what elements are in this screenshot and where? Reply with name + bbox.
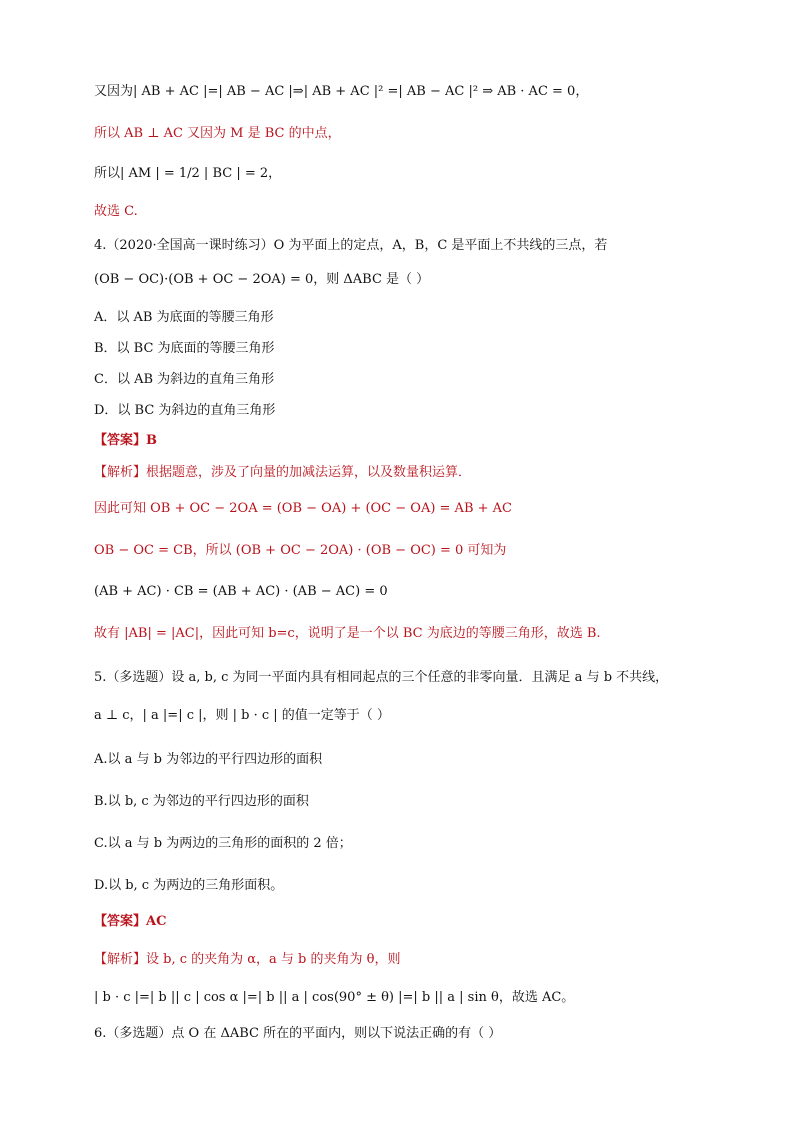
line-4: 故选 C. xyxy=(94,204,138,219)
line-1: 又因为| AB + AC |=| AB − AC |⇒| AB + AC |² =| AB − AC |² ⇒ AB · AC = 0， xyxy=(94,84,589,99)
answer-4: 【答案】B xyxy=(94,433,157,448)
analysis-4-intro: 【解析】根据题意，涉及了向量的加减法运算，以及数量积运算． xyxy=(94,465,472,480)
analysis-5-intro: 【解析】设 b, c 的夹角为 α，a 与 b 的夹角为 θ，则 xyxy=(94,952,401,967)
analysis-4-step-2: OB − OC = CB，所以 (OB + OC − 2OA) · (OB − OC) = 0 可知为 xyxy=(94,543,507,558)
line-3: 所以| AM | = 1/2 | BC | = 2， xyxy=(94,166,282,181)
analysis-4-step-1: 因此可知 OB + OC − 2OA = (OB − OA) + (OC − OA) = AB + AC xyxy=(94,501,512,516)
question-4-condition: (OB − OC)·(OB + OC − 2OA) = 0，则 ΔABC 是（ ） xyxy=(94,272,430,287)
option-c: C．以 AB 为斜边的直角三角形 xyxy=(94,372,275,387)
option-d: D．以 BC 为斜边的直角三角形 xyxy=(94,403,276,418)
option-b: B.以 b, c 为邻边的平行四边形的面积 xyxy=(94,794,309,809)
question-5-condition: a ⊥ c，| a |=| c |，则 | b · c | 的值一定等于（ ） xyxy=(94,708,390,723)
option-c: C.以 a 与 b 为两边的三角形的面积的 2 倍； xyxy=(94,836,352,851)
option-a: A．以 AB 为底面的等腰三角形 xyxy=(94,310,274,325)
option-d: D.以 b, c 为两边的三角形面积。 xyxy=(94,878,284,893)
analysis-4-conclusion: 故有 |AB| = |AC|，因此可知 b=c，说明了是一个以 BC 为底边的等腰三角形，故选 B. xyxy=(94,626,601,641)
option-b: B．以 BC 为底面的等腰三角形 xyxy=(94,341,275,356)
answer-5: 【答案】AC xyxy=(94,914,167,929)
question-6-stem: 6.（多选题）点 O 在 ΔABC 所在的平面内，则以下说法正确的有（ ） xyxy=(94,1026,502,1041)
option-a: A.以 a 与 b 为邻边的平行四边形的面积 xyxy=(94,752,323,767)
question-4-stem: 4.（2020·全国高一课时练习）O 为平面上的定点，A，B，C 是平面上不共线的三点，若 xyxy=(94,238,608,253)
line-2: 所以 AB ⊥ AC 又因为 M 是 BC 的中点， xyxy=(94,126,341,141)
question-5-stem: 5.（多选题）设 a, b, c 为同一平面内具有相同起点的三个任意的非零向量．且满足 a 与 b 不共线， xyxy=(94,670,669,685)
analysis-4-step-3: (AB + AC) · CB = (AB + AC) · (AB − AC) = 0 xyxy=(94,584,388,599)
analysis-5-step: | b · c |=| b || c | cos α |=| b || a | cos(90° ± θ) |=| b || a | sin θ，故选 AC。 xyxy=(94,990,575,1005)
